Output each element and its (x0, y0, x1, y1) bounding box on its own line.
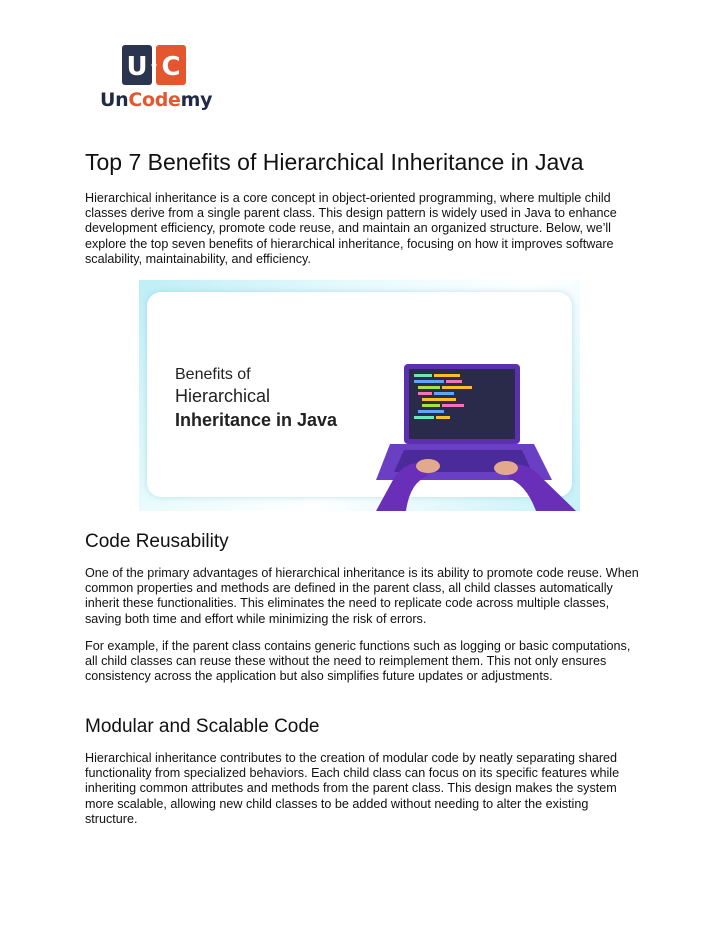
section-paragraph: Hierarchical inheritance contributes to the creation of modular code by neatly separating shared functionality from specialized behaviors. Each child class can focus on its specific features while inheriting common attributes and methods from the parent class. This design makes the system more scalable, allowing new child classes to be added without needing to alter the existing structure. (85, 751, 620, 826)
logo-text-code: Code (128, 89, 181, 111)
uncodemy-logo-mark (122, 45, 186, 85)
logo-text-my: my (180, 89, 213, 111)
hero-image (139, 280, 580, 511)
section-heading-code-reusability: Code Reusability (85, 531, 229, 552)
hero-text-line3: Inheritance in Java (175, 410, 338, 430)
left-hand (416, 459, 440, 473)
section-paragraph: One of the primary advantages of hierarchical inheritance is its ability to promote code reuse. When common properties and methods are defined in the parent class, all child classes automatically inherit these functionalities. This eliminates the need to replicate code across multiple classes, saving both time and effort while minimizing the risk of errors. (85, 566, 639, 626)
intro-paragraph: Hierarchical inheritance is a core concept in object-oriented programming, where multiple child classes derive from a single parent class. This design pattern is widely used in Java to enhance development efficiency, promote code reuse, and maintain an organized structure. Below, we’ll explore the top seven benefits of hierarchical inheritance, focusing on how it improves software scalability, maintainability, and efficiency. (85, 191, 617, 266)
hero-text-line1: Benefits of (175, 366, 251, 383)
hero-text-line2: Hierarchical (175, 386, 271, 406)
section-heading-modular-scalable: Modular and Scalable Code (85, 716, 320, 737)
logo-mark-c: C (161, 52, 181, 82)
page-title: Top 7 Benefits of Hierarchical Inheritance in Java (85, 149, 584, 175)
logo-mark-u: U (126, 52, 148, 82)
section-paragraph: For example, if the parent class contains generic functions such as logging or basic computations, all child classes can reuse these without the need to reimplement them. This not only ensures consistency across the application but also simplifies future updates or adjustments. (85, 639, 631, 684)
logo-text-un: Un (100, 89, 129, 111)
logo-wordmark (100, 89, 212, 111)
right-hand (494, 461, 518, 475)
laptop-illustration (376, 360, 576, 511)
uncodemy-logo (100, 45, 213, 113)
